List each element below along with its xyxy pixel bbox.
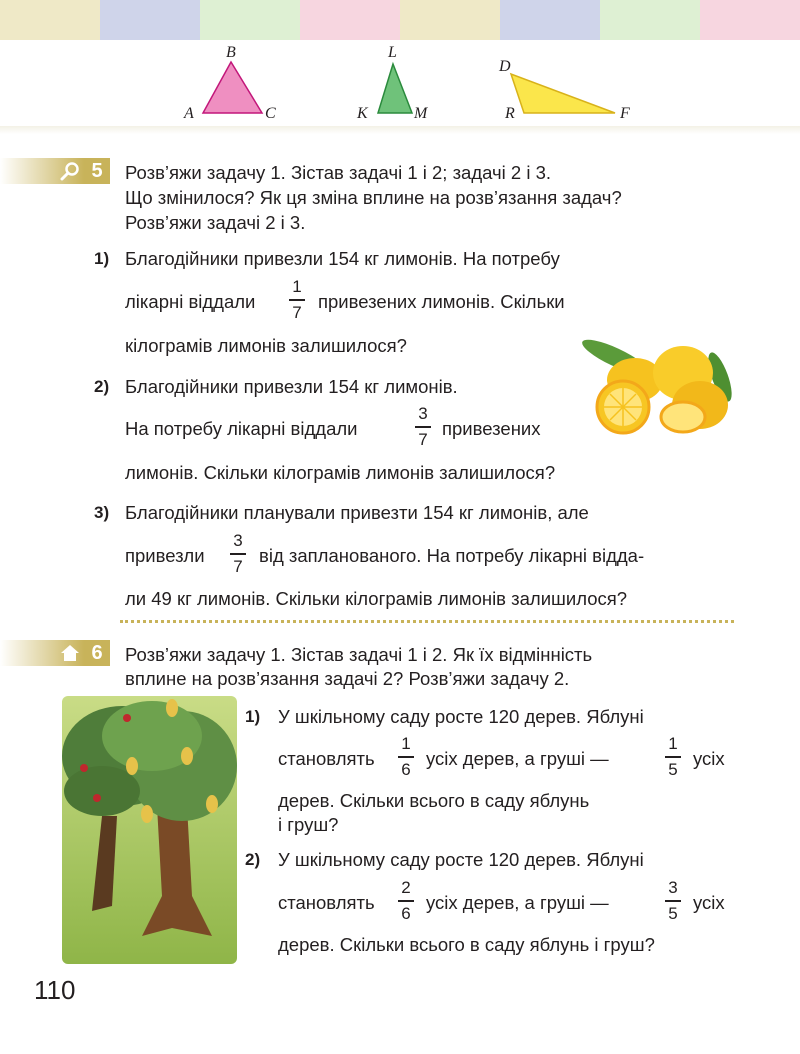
strip-segment xyxy=(200,0,300,40)
problem-text: і груш? xyxy=(278,814,339,835)
strip-segment xyxy=(600,0,700,40)
task-number: 6 xyxy=(84,640,110,666)
vertex-label: M xyxy=(414,105,428,122)
problem-text: Благодійники привезли 154 кг лимонів. На потребу xyxy=(125,248,560,269)
fraction xyxy=(415,404,431,450)
fraction-denominator: 5 xyxy=(668,903,678,923)
vertex-label: B xyxy=(226,44,236,61)
pear-tree-illustration xyxy=(62,696,237,964)
fraction-denominator: 6 xyxy=(401,903,411,923)
problem-text: У шкільному саду росте 120 дерев. Яблуні xyxy=(278,706,644,727)
fraction-numerator: 1 xyxy=(292,277,302,296)
vertex-label: R xyxy=(505,105,515,122)
fraction-denominator: 7 xyxy=(292,302,302,322)
triangles-figure xyxy=(0,40,800,132)
problem-text: привезених xyxy=(442,418,541,439)
task-6-intro-line: вплине на розв’язання задачі 2? Розв’яжи задачу 2. xyxy=(125,668,570,689)
problem-label: 1) xyxy=(245,707,261,726)
problem-text: привезли xyxy=(125,545,205,566)
task-5-intro-line: Розв’яжи задачі 2 і 3. xyxy=(125,212,306,233)
task-5-intro-line: Що змінилося? Як ця зміна вплине на розв’язання задач? xyxy=(125,187,622,208)
problem-text: дерев. Скільки всього в саду яблунь xyxy=(278,790,590,811)
fraction-numerator: 3 xyxy=(233,531,243,550)
fraction xyxy=(398,878,414,924)
fraction-denominator: 5 xyxy=(668,759,678,779)
vertex-label: A xyxy=(184,105,194,122)
color-strip xyxy=(0,0,800,40)
problem-text: Благодійники планували привезти 154 кг лимонів, але xyxy=(125,502,589,523)
strip-segment xyxy=(500,0,600,40)
fraction xyxy=(665,734,681,780)
vertex-label: D xyxy=(499,58,511,75)
strip-segment xyxy=(400,0,500,40)
fraction xyxy=(665,878,681,924)
problem-text: становлять xyxy=(278,748,375,769)
vertex-label: K xyxy=(357,105,368,122)
problem-label: 3) xyxy=(94,503,110,522)
strip-segment xyxy=(0,0,100,40)
problem-text: усіх дерев, а груші — xyxy=(426,748,609,769)
fraction-numerator: 1 xyxy=(668,734,678,753)
vertex-label: L xyxy=(388,44,397,61)
problem-text: привезених лимонів. Скільки xyxy=(318,291,565,312)
problem-text: усіх xyxy=(693,748,725,769)
fraction-numerator: 1 xyxy=(401,734,411,753)
task-5-badge xyxy=(0,158,110,184)
problem-text: лікарні віддали xyxy=(125,291,256,312)
problem-text: від запланованого. На потребу лікарні відда- xyxy=(259,545,645,566)
fraction xyxy=(230,531,246,577)
band-divider xyxy=(0,126,800,134)
problem-text: дерев. Скільки всього в саду яблунь і груш? xyxy=(278,934,655,955)
task-number: 5 xyxy=(84,158,110,184)
fraction-denominator: 6 xyxy=(401,759,411,779)
triangle-abc xyxy=(203,62,262,113)
problem-label: 2) xyxy=(245,850,261,869)
page-number: 110 xyxy=(34,975,76,1005)
problem-text: усіх xyxy=(693,892,725,913)
strip-segment xyxy=(100,0,200,40)
task-6-badge xyxy=(0,640,110,666)
triangle-drf xyxy=(511,74,615,113)
problem-text: На потребу лікарні віддали xyxy=(125,418,358,439)
problem-text: становлять xyxy=(278,892,375,913)
problem-label: 2) xyxy=(94,377,110,396)
vertex-label: F xyxy=(620,105,630,122)
magnifier-icon xyxy=(60,161,80,181)
fraction-numerator: 2 xyxy=(401,878,411,897)
home-icon xyxy=(60,643,80,663)
task-5-intro-line: Розв’яжи задачу 1. Зістав задачі 1 і 2; задачі 2 і 3. xyxy=(125,162,552,183)
fraction xyxy=(289,277,305,323)
strip-segment xyxy=(700,0,800,40)
problem-text: кілограмів лимонів залишилося? xyxy=(125,335,407,356)
vertex-label: C xyxy=(265,105,276,122)
problem-text: Благодійники привезли 154 кг лимонів. xyxy=(125,376,458,397)
fraction-numerator: 3 xyxy=(418,404,428,423)
triangle-klm xyxy=(378,64,412,113)
strip-segment xyxy=(300,0,400,40)
fraction-numerator: 3 xyxy=(668,878,678,897)
task-6-intro-line: Розв’яжи задачу 1. Зістав задачі 1 і 2. Як їх відмінність xyxy=(125,644,593,665)
fraction xyxy=(398,734,414,780)
lemons-illustration xyxy=(575,335,740,440)
section-divider xyxy=(120,620,734,623)
problem-text: усіх дерев, а груші — xyxy=(426,892,609,913)
fraction-denominator: 7 xyxy=(233,556,243,576)
problem-text: ли 49 кг лимонів. Скільки кілограмів лимонів залишилося? xyxy=(125,588,628,609)
triangles-band xyxy=(0,40,800,132)
problem-label: 1) xyxy=(94,249,110,268)
problem-text: лимонів. Скільки кілограмів лимонів залишилося? xyxy=(125,462,556,483)
fraction-denominator: 7 xyxy=(418,429,428,449)
problem-text: У шкільному саду росте 120 дерев. Яблуні xyxy=(278,849,644,870)
